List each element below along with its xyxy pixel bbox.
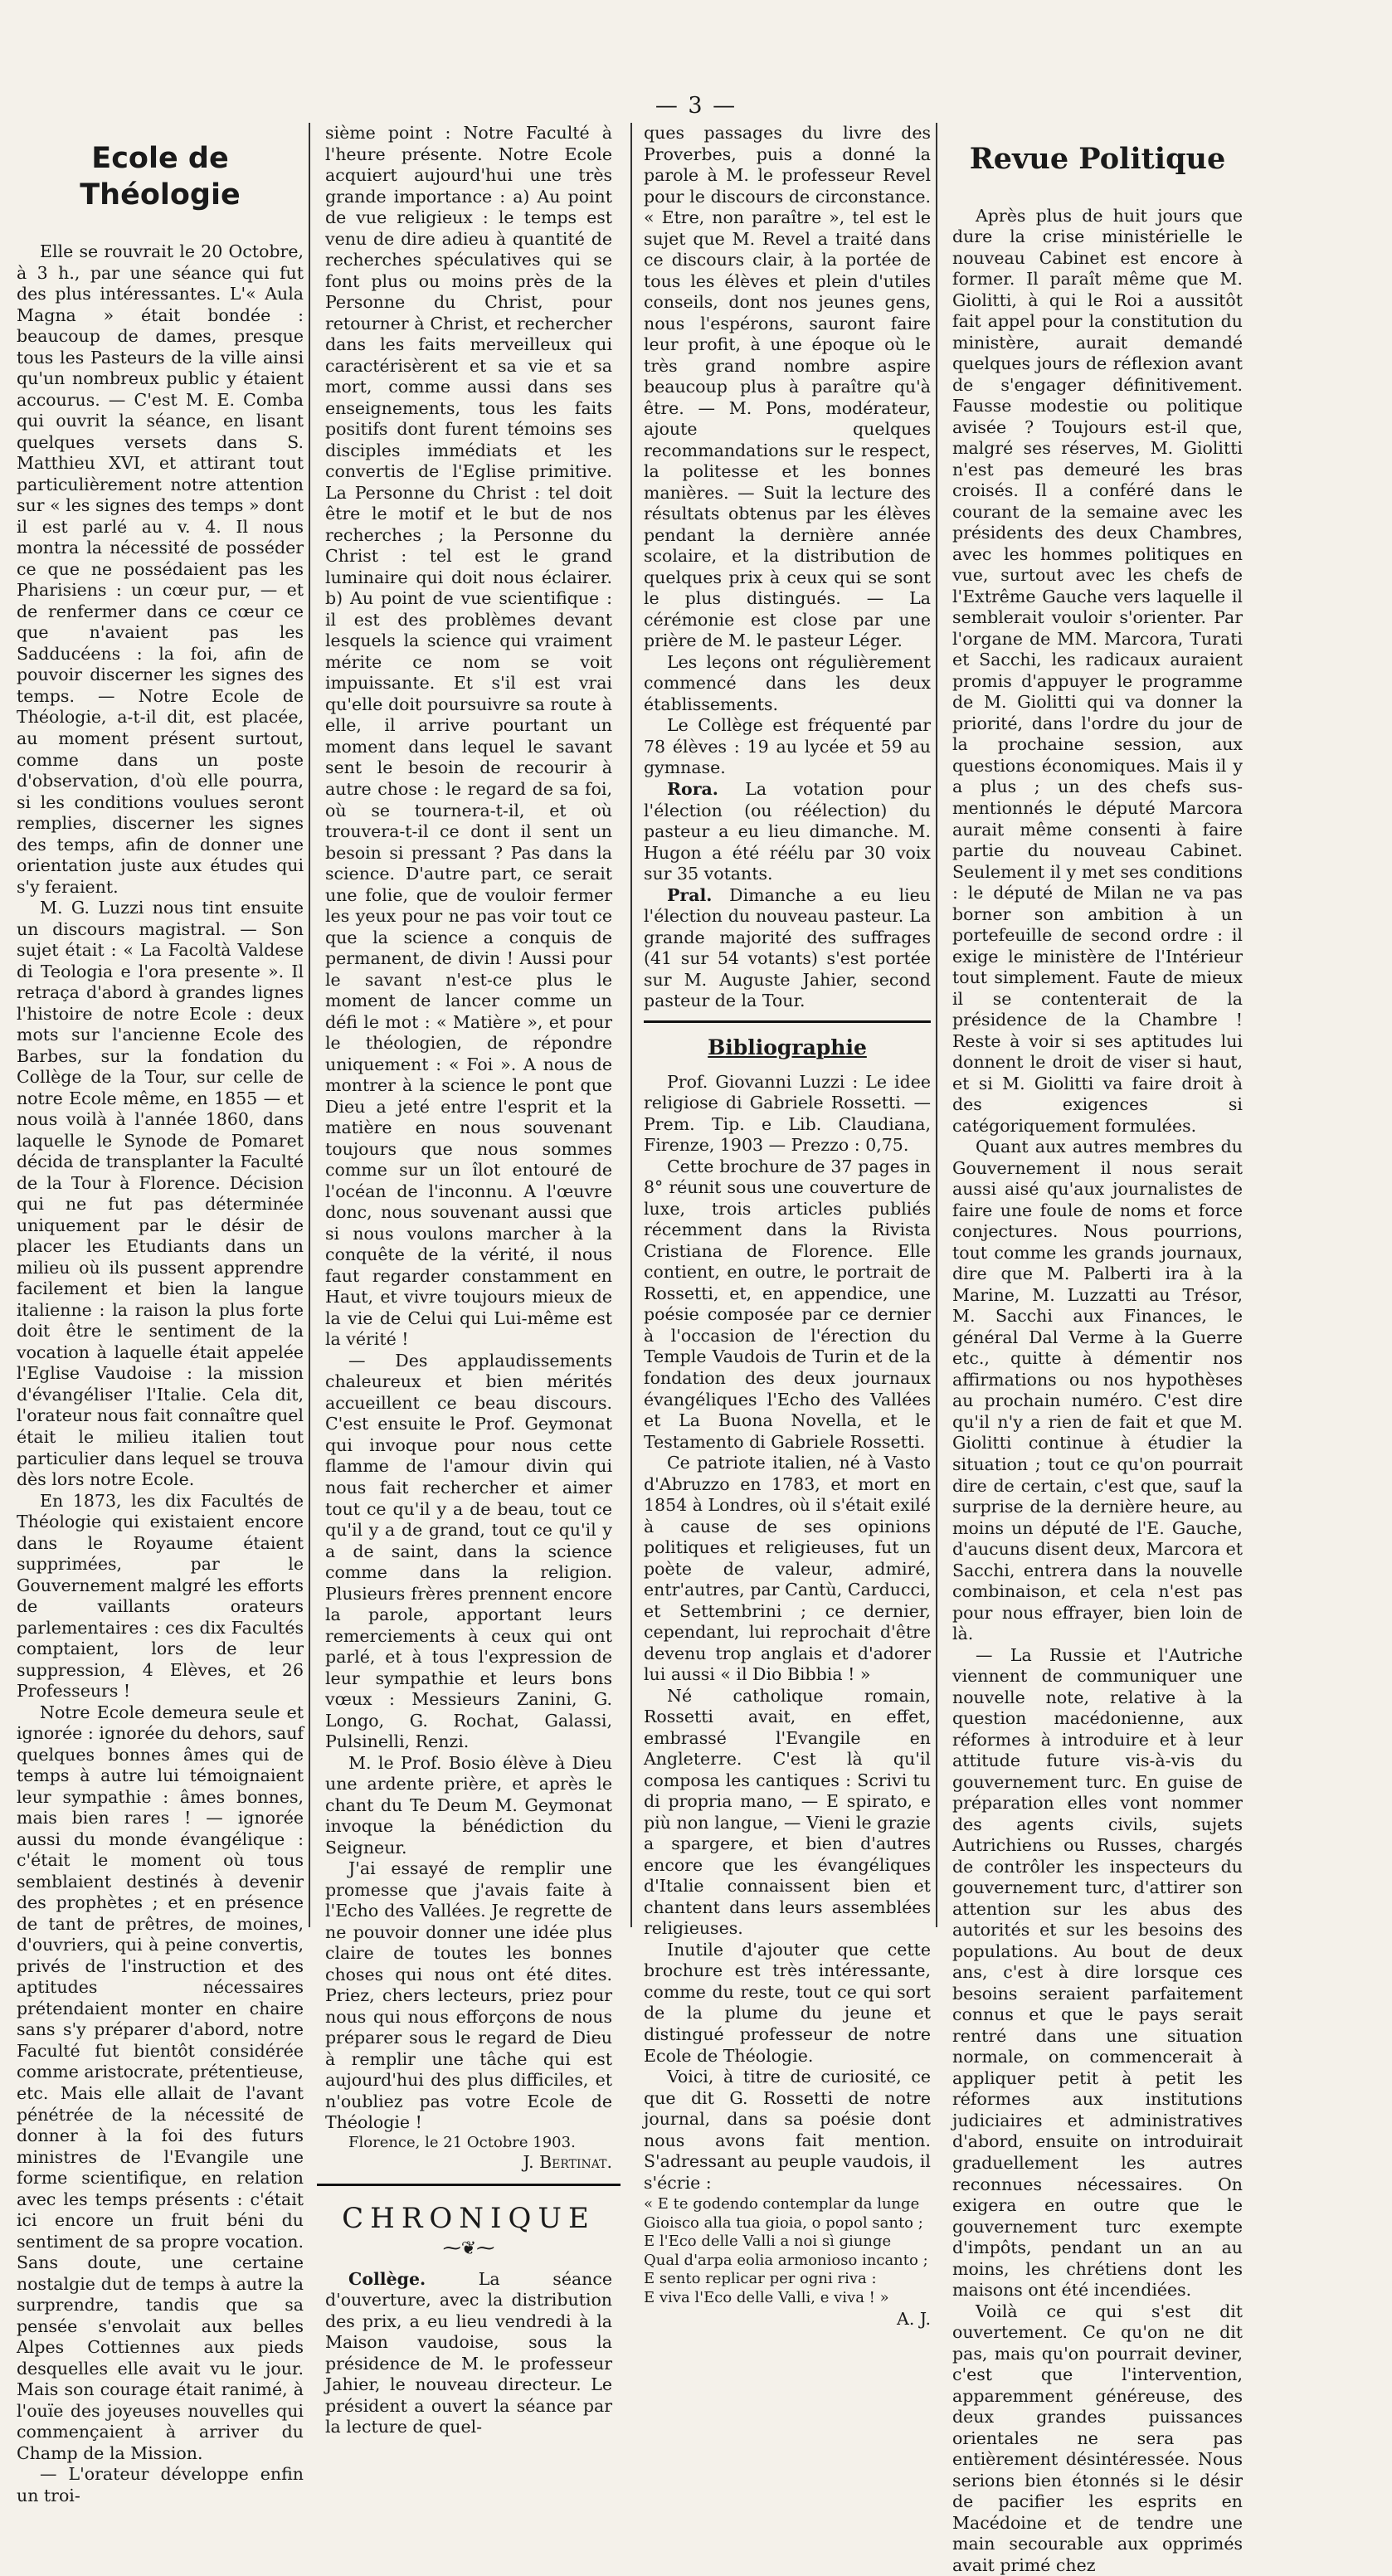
signature: A. J.: [897, 2309, 931, 2330]
paragraph-pral: [644, 885, 931, 1012]
paragraph: — Des applaudissements chaleureux et bien mérités accueillent ce beau discours. C'est ensuite le Prof. Geymonat qui invoque pour nous cette flamme de l'amour divin qui nous fait rechercher et aimer tout ce qu'il y a de beau, tout ce qu'il y a de grand, tout ce qu'il y a de saint, dans la science comme dans la religion. Plusieurs frères prennent encore la parole, apportant leurs remerciements à ceux qui ont parlé, et à tous l'expression de leur sympathie et leurs bons vœux : Messieurs Zanini, G. Longo, G. Rochat, Galassi, Pulsinelli, Renzi.: [325, 1350, 612, 1752]
paragraph-text: Dimanche a eu lieu l'élection du nouveau pasteur. La grande majorité des suffrages (41 sur 54 votants) s'est portée sur M. Auguste Jahier, second pasteur de la Tour.: [644, 884, 931, 1011]
page-number: — 3 —: [655, 93, 737, 119]
paragraph-text: La votation pour l'élection (ou réélection) du pasteur a eu lieu dimanche. M. Hugon a été réélu par 30 voix sur 35 votants.: [644, 778, 931, 884]
run-in-heading: Rora.: [667, 778, 718, 799]
section-title-revue: Revue Politique: [969, 142, 1226, 176]
section-title-chronique: CHRONIQUE: [342, 2201, 596, 2235]
column-rule: [936, 123, 937, 1927]
paragraph: Elle se rouvrait le 20 Octobre, à 3 h., par une séance qui fut des plus intéressantes. L'« Aula Magna » était bondée : beaucoup de dames, presque tous les Pasteurs de la ville ainsi qu'un nombreux public y étaient accourus. — C'est M. E. Comba qui ouvrit la séance, en lisant quelques versets dans S. Matthieu XVI, et attirant tout particulièrement notre attention sur « les signes des temps » dont il est parlé au v. 4. Il nous montra la nécessité de posséder ce que ne possédaient pas les Pharisiens : un cœur pur, — et de renfermer dans ce cœur ce que n'avaient pas les Sadducéens : la foi, afin de pouvoir discerner les signes des temps. — Notre Ecole de Théologie, a-t-il dit, est placée, au moment présent surtout, comme dans un poste d'observation, d'où elle pourra, si les conditions voulues seront remplies, discerner les signes des temps, afin de donner une orientation juste aux études qui s'y feraient.: [17, 241, 304, 897]
column-ecole-continued: [325, 123, 612, 2438]
paragraph: Cette brochure de 37 pages in 8° réunit sous une couverture de luxe, trois articles publiés récemment dans la Rivista Cristiana de Florence. Elle contient, en outre, le portrait de Rossetti, et, en appendice, une poésie composée par ce dernier à l'occasion de l'érection du Temple Vaudois de Turin et de la fondation des deux journaux évangéliques l'Echo des Vallées et La Buona Novella, et le Testamento di Gabriele Rossetti.: [644, 1156, 931, 1452]
paragraph-college: [325, 2269, 612, 2438]
paragraph: — La Russie et l'Autriche viennent de communiquer une nouvelle note, relative à la question macédonienne, aux réformes à introduire et à leur attitude future vis-à-vis du gouvernement turc. En guise de préparation elles vont nommer des agents civils, sujets Autrichiens ou Russes, chargés de contrôler les inspecteurs du gouvernement turc, d'attirer son attention sur les abus des autorités et sur les besoins des populations. Au bout de deux ans, c'est à dire lorsque ces besoins seraient parfaitement connus et que le pays serait rentré dans une situation normale, on commencerait à appliquer petit à petit les réformes aux institutions judiciaires et administratives d'abord, ensuite on introduirait graduellement les autres reconnues nécessaires. On exigera en outre que le gouvernement turc exempte d'impôts, pendant un an au moins, les chrétiens dont les maisons ont été incendiées.: [952, 1644, 1243, 2301]
paragraph-text: La séance d'ouverture, avec la distribution des prix, a eu lieu vendredi à la Maison vaudoise, sous la présidence de M. le professeur Jahier, le nouveau directeur. Le président a ouvert la séance par la lecture de quel-: [325, 2268, 612, 2437]
poem-line: Qual d'arpa eolia armonioso incanto ;: [644, 2251, 928, 2269]
column-chronique-bibliographie: [644, 123, 931, 2330]
poem-line: E viva l'Eco delle Valli, e viva ! »: [644, 2288, 889, 2306]
signature: J. Bertinat.: [523, 2152, 612, 2173]
paragraph: Inutile d'ajouter que cette brochure est très intéressante, comme du reste, tout ce qui sort de la plume du jeune et distingué professeur de notre Ecole de Théologie.: [644, 1939, 931, 2066]
poem-line: E l'Eco delle Valli a noi sì giunge: [644, 2233, 892, 2251]
column-rule: [630, 123, 632, 1927]
poem: [644, 2195, 931, 2307]
run-in-heading: Pral.: [667, 884, 713, 905]
paragraph: Né catholique romain, Rossetti avait, en effet, embrassé l'Evangile en Angleterre. C'est là qu'il composa les cantiques : Scrivi tu di propria mano, — E spirato, e più non langue, — Vieni le grazie a spargere, et bien d'autres encore que les évangéliques d'Italie connaissent bien et chantent dans leurs assemblées religieuses.: [644, 1685, 931, 1939]
run-in-heading: Collège.: [348, 2268, 426, 2289]
paragraph: Ce patriote italien, né à Vasto d'Abruzzo en 1783, et mort en 1854 à Londres, où il s'était exilé à cause de ses opinions politiques et religieuses, fut un poète de valeur, admiré, entr'autres, par Cantù, Carducci, et Settembrini ; ce dernier, cependant, lui reprochait d'être devenu trop anglais et d'adorer lui aussi « il Dio Bibbia ! »: [644, 1453, 931, 1685]
paragraph: ques passages du livre des Proverbes, puis a donné la parole à M. le professeur Revel pour le discours de circonstance. « Etre, non paraître », tel est le sujet que M. Revel a traité dans ce discours clair, à la portée de tous les élèves et plein d'utiles conseils, dont nos jeunes gens, nous l'espérons, sauront faire leur profit, à une époque où le très grand nombre aspire beaucoup plus à paraître qu'à être. — M. Pons, modérateur, ajoute quelques recommandations sur le respect, la politesse et les bonnes manières. — Suit la lecture des résultats obtenus par les élèves pendant la dernière année scolaire, et la distribution de quelques prix à ceux qui se sont le plus distingués. — La cérémonie est close par une prière de M. le pasteur Léger.: [644, 123, 931, 651]
paragraph-rora: [644, 779, 931, 885]
poem-line: E sento replicar per ogni riva :: [644, 2270, 877, 2288]
column-ecole-theologie: [17, 133, 304, 2506]
paragraph: sième point : Notre Faculté à l'heure présente. Notre Ecole acquiert aujourd'hui une très grande importance : a) Au point de vue religieux : le temps est venu de dire adieu à quantité de recherches spéculatives qui se font plus ou moins près de la Personne du Christ, pour retourner à Christ, et rechercher dans les faits merveilleux qui caractérisèrent et sa vie et sa mort, comme aussi dans ses enseignements, tous les faits positifs dont furent témoins ses disciples immédiats et les convertis de l'Eglise primitive. La Personne du Christ : tel doit être le motif et le but de nos recherches ; la Personne du Christ : tel est le grand luminaire qui doit nous éclairer. b) Au point de vue scientifique : il est des problèmes devant lesquels la science qui vraiment mérite ce nom se voit impuissante. Et s'il est vrai qu'elle doit poursuivre sa route à elle, il arrive pourtant un moment dans lequel le savant sent le besoin de recourir à autre chose : le regard de sa foi, où se tournera-t-il, et où trouvera-t-il ce dont il sent un besoin si pressant ? Pas dans la science. D'autre part, ce serait une folie, que de vouloir fermer les yeux pour ne pas voir tout ce que la science a conquis de permanent, de divin ! Aussi pour le savant n'est-ce plus le moment de lancer comme un défi le mot : « Matière », et pour le théologien, de répondre uniquement : « Foi ». A nous de montrer à la science le pont que Dieu a jeté entre l'esprit et la matière en nous souvenant toujours que nous sommes comme sur un îlot entouré de l'océan de l'inconnu. A l'œuvre donc, nous souvenant aussi que si nous voulons marcher à la conquête de la vérité, il nous faut regarder constamment en Haut, et vivre toujours mieux de la vie de Celui qui Lui-même est la vérité !: [325, 123, 612, 1350]
paragraph: Le Collège est fréquenté par 78 élèves : 19 au lycée et 59 au gymnase.: [644, 715, 931, 778]
section-divider: [317, 2184, 621, 2186]
poem-line: « E te godendo contemplar da lunge: [644, 2195, 920, 2213]
section-title-bibliographie: Bibliographie: [708, 1035, 867, 1059]
paragraph: Les leçons ont régulièrement commencé dans les deux établissements.: [644, 651, 931, 714]
column-rule: [309, 123, 310, 1927]
dateline: Florence, le 21 Octobre 1903.: [348, 2133, 576, 2151]
bibliographic-reference: Prof. Giovanni Luzzi : Le idee religiose di Gabriele Rossetti. — Prem. Tip. e Lib. Claudiana, Firenze, 1903 — Prezzo : 0,75.: [644, 1071, 931, 1156]
paragraph: Notre Ecole demeura seule et ignorée : ignorée du dehors, sauf quelques bonnes âmes qui de temps à autre lui témoignaient leur sympathie : âmes bonnes, mais bien rares ! — ignorée aussi du monde évangélique : c'était le moment où tous semblaient destinés à devenir des prophètes ; et en présence de tant de prêtres, de moines, d'ouvriers, qui à peine convertis, privés de l'instruction et des aptitudes nécessaires prétendaient monter en chaire sans s'y préparer d'abord, notre Faculté fut bientôt considérée comme aristocrate, prétentieuse, etc. Mais elle allait de l'avant pénétrée de la nécessité de donner à la foi des futurs ministres de l'Evangile une forme scientifique, en relation avec les temps présents : c'était ici encore un fruit béni du sentiment de sa propre vocation. Sans doute, une certaine nostalgie dut de temps à autre la surprendre, tandis que sa pensée s'envolait aux belles Alpes Cottiennes aux pieds desquelles elle avait vu le jour. Mais son courage était ranimé, à l'ouïe des joyeuses nouvelles qui commençaient à arriver du Champ de la Mission.: [17, 1702, 304, 2463]
paragraph: Voilà ce qui s'est dit ouvertement. Ce qu'on ne dit pas, mais qu'on pourrait deviner, c'est que l'intervention, apparemment généreuse, des deux grandes puissances orientales ne sera pas entièrement désintéressée. Nous serions bien étonnés si le désir de pacifier les esprits en Macédoine et de tendre une main secourable aux opprimés avait primé chez: [952, 2301, 1243, 2575]
paragraph: Après plus de huit jours que dure la crise ministérielle le nouveau Cabinet est encore à former. Il paraît même que M. Giolitti, à qui le Roi a aussitôt fait appel pour la constitution du ministère, aurait demandé quelques jours de réflexion avant de s'engager définitivement. Fausse modestie ou politique avisée ? Toujours est-il que, malgré ses réserves, M. Giolitti n'est pas demeuré les bras croisés. Il a conféré dans le courant de la semaine avec les présidents des deux Chambres, avec les hommes politiques en vue, surtout avec les chefs de l'Extrême Gauche vers laquelle il semblerait vouloir s'orienter. Par l'organe de MM. Marcora, Turati et Sacchi, les radicaux auraient promis d'appuyer le programme de M. Giolitti qui va donner la priorité, dans l'ordre du jour de la prochaine session, aux questions économiques. Mais il y a plus ; un des chefs sus-mentionnés le député Marcora aurait même consenti à faire partie du nouveau Cabinet. Seulement il y met ses conditions : le député de Milan ne va pas borner son ambition à un portefeuille de second ordre : il exige le ministère de l'Intérieur tout simplement. Faute de mieux il se contenterait de la présidence de la Chambre ! Reste à voir si ses aptitudes lui donnent le droit de viser si haut, et si M. Giolitti va faire droit à des exigences si catégoriquement formulées.: [952, 205, 1243, 1136]
paragraph: — L'orateur développe enfin un troi-: [17, 2464, 304, 2505]
column-revue-politique: [952, 133, 1243, 2576]
section-divider: [644, 1020, 931, 1023]
paragraph: En 1873, les dix Facultés de Théologie qui existaient encore dans le Royaume étaient supprimées, par le Gouvernement malgré les efforts de vaillants orateurs parlementaires : ces dix Facultés comptaient, lors de leur suppression, 4 Elèves, et 26 Professeurs !: [17, 1490, 304, 1702]
paragraph: M. G. Luzzi nous tint ensuite un discours magistral. — Son sujet était : « La Facoltà Valdese di Teologia e l'ora presente ». Il retraça d'abord à grandes lignes l'histoire de notre Ecole : deux mots sur l'ancienne Ecole des Barbes, sur la fondation du Collège de la Tour, sur celle de notre Ecole même, en 1855 — et nous voilà à l'année 1860, dans laquelle le Synode de Pomaret décida de transplanter la Faculté de la Tour à Florence. Décision qui ne fut pas déterminée uniquement par le désir de placer les Etudiants dans un milieu où ils pussent apprendre facilement et bien la langue italienne : la raison la plus forte doit être le sentiment de la vocation à laquelle était appelée l'Eglise Vaudoise : la mission d'évangéliser l'Italie. Cela dit, l'orateur nous fait connaître quel était le milieu italien tout particulier dans lequel se trouva dès lors notre Ecole.: [17, 898, 304, 1490]
paragraph: J'ai essayé de remplir une promesse que j'avais faite à l'Echo des Vallées. Je regrette de ne pouvoir donner une idée plus claire de toutes les bonnes choses qui nous ont été dites. Priez, chers lecteurs, priez pour nous qui nous efforçons de nous préparer sous le regard de Dieu à remplir une tâche qui est aujourd'hui des plus difficiles, et n'oubliez pas votre Ecole de Théologie !: [325, 1858, 612, 2133]
section-title-ecole: Ecole de Théologie: [80, 142, 241, 212]
paragraph: M. le Prof. Bosio élève à Dieu une ardente prière, et après le chant du Te Deum M. Geymonat invoque la bénédiction du Seigneur.: [325, 1752, 612, 1858]
paragraph: Quant aux autres membres du Gouvernement il nous serait aussi aisé qu'aux journalistes de faire une foule de noms et force conjectures. Nous pourrions, tout comme les grands journaux, dire que M. Palberti ira à la Marine, M. Luzzatti au Trésor, M. Sacchi aux Finances, le général Dal Verme à la Guerre etc., quitte à démentir nos affirmations ou nos hypothèses au prochain numéro. C'est dire qu'il n'y a rien de fait et que M. Giolitti continue à étudier la situation ; tout ce qu'on pourrait dire de certain, c'est que, sauf la surprise de la dernière heure, au moins un député de l'E. Gauche, d'aucuns disent deux, Marcora et Sacchi, entrera dans la nouvelle combinaison, et cela n'est pas pour nous effrayer, bien loin de là.: [952, 1137, 1243, 1644]
paragraph: Voici, à titre de curiosité, ce que dit G. Rossetti de notre journal, dans sa poésie dont nous avons fait mention. S'adressant au peuple vaudois, il s'écrie :: [644, 2067, 931, 2193]
poem-line: Gioisco alla tua gioia, o popol santo ;: [644, 2213, 923, 2232]
ornament-icon: ⁓❦⁓: [442, 2238, 495, 2260]
